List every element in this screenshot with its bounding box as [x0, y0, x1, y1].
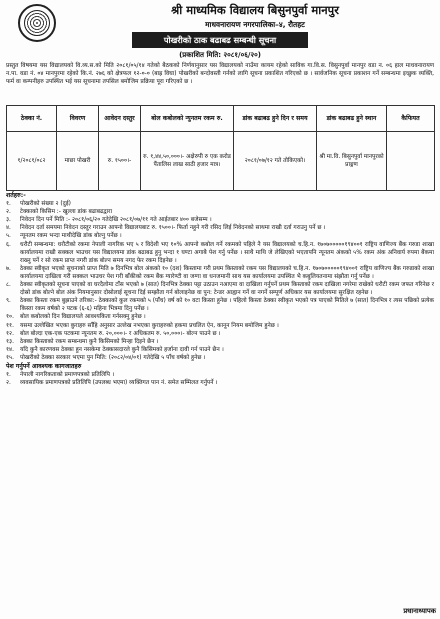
condition-number: ८.: [6, 282, 11, 289]
header-application-fee: आवेदन दस्तुर: [99, 106, 141, 132]
school-seal-icon: [18, 4, 56, 42]
signature-title: प्रधानाध्यापक: [403, 607, 436, 615]
condition-text: ठेक्का किस्ता रकम बुझाउने तरिका:- ठेक्काको कुल रकमको ५ (पाँच) वर्ष को १० वटा किस्ता हुनेछ । पहिलो किस्ता ठेक्का स्वीकृत भएको पत्र पाएको मितिले ७ (सात) दिनभित्र र त्यस पछिको प्रत्येक किस्ता रकम वर्षको २ पटक (६-६) महिना भित्रमा दिनु पर्नेछ ।: [20, 298, 434, 313]
condition-item: [6, 297, 434, 313]
condition-text: निवेदन दर्ता समयमा निवेदन दस्तुर गराउन आफ्नो विद्यालयबाट रु. १५००।- फिर्ता नहुने गरी रसिद लिई निवेदनको साथमा राखी दर्ता गराउनु पर्ने छ ।: [20, 225, 326, 232]
condition-item: [6, 281, 434, 297]
table-row: [7, 132, 435, 191]
header-contract-no: ठेक्का नं.: [7, 106, 57, 132]
condition-text: टेक्काको किसिम :- खुल्ला डांक बढाबढद्वारा: [20, 209, 113, 216]
condition-number: ७.: [6, 265, 11, 272]
document-text: व्यवसायिक प्रमाणपत्रको प्रतिलिपि (उपलब्ध भएमा) व्यक्तिगत पान नं. समेत सम्मिलत गर्नुपर्ने ।: [20, 380, 218, 387]
condition-text: निवेदन दिन पर्ने मिति :- २०८१/०६/२० गतेदेखि २०८१/०७/११ गते आईतबार ४०० बजेसम्म ।: [20, 217, 212, 224]
document-item: [6, 379, 434, 387]
condition-item: [6, 346, 434, 354]
notice-title: पोखरीको ठाक बढाबढ सम्बन्धी सूचना: [132, 32, 308, 48]
condition-text: यदि कुनै कारणवस ठेक्का हुन नसकेमा ठेक्कासदारले कुनै किसिमको हर्जाना दावी गर्न पाउने छैन ।: [20, 346, 224, 353]
condition-text: बोल बोल्दा एक-एक पटकमा न्यूनतम रु. २०,०००।- र अधिकतम रु. ५०,०००।- बोल्न पाउने छ ।: [20, 330, 221, 337]
cell-contract-no: १/२०८१/०८२: [7, 132, 57, 191]
condition-text: धरौटी सम्बन्धमा: धरौटीको रकमा नेपाली नागरिक भए ५ र विदेशी भए १०% आफ्नो कबोल गर्ने रकमको पहिले नै यस विद्यालयको च.हि.न. १७०७०००००१९४००१ राष्ट्रिय वाणिज्य बैंक गरुडा शाखा कार्यालयमा राखी सक्कल भाउचर यस विद्यालयमा डांक बढाबढ हुनु भन्दा १ घण्टा अगाबै पेश गर्नु पर्नेछ । साथै माथि जे लेखिएको भएतापनि न्यूनतम अंकको ५% रकम अंक अनिवार्य रुपमा बैंकमा राख्नु पर्ने र सो रकम प्राप्त नगरी डांक बोल्न समय नगद फेर रकम दिइनेछ ।: [20, 241, 434, 264]
condition-number: २.: [6, 209, 11, 216]
condition-text: बोल कबोलको दिन विद्यालयले आवश्यकिता गर्नसक्नु हुनेछ ।: [20, 314, 146, 321]
condition-item: [6, 224, 434, 232]
condition-number: ९.: [6, 298, 11, 305]
condition-number: ३.: [6, 217, 11, 224]
condition-item: [6, 338, 434, 346]
cell-venue: श्री मा.वि. बिसुनपुर्वा मानपुरको प्राङ्गण: [317, 132, 387, 191]
condition-text: यसमा उल्लेखित भएका कुराहरु साँहि अनुसार उल्लेख नभएका कुराहरुको हकमा प्रचलित ऐन, कानून नियम बमोजिम हुनेछ ।: [20, 322, 279, 329]
cell-application-fee: रु. १५००।-: [99, 132, 141, 191]
conditions-title: शर्तहरु:-: [6, 192, 26, 199]
condition-text: ठेक्का किस्ताको रकम सम्बन्धमा कुनै किसिमको मिन्हा दिइने छैन ।: [20, 338, 159, 345]
table-header-row: [7, 106, 435, 132]
condition-item: [6, 200, 434, 208]
condition-number: १.: [6, 201, 11, 208]
condition-item: [6, 322, 434, 330]
condition-number: ४.: [6, 225, 11, 232]
condition-text: ठेक्का स्वीकृतको सूचना पाएको वा घरदैलोमा टाँस भएको ७ (सात) दिनभित्र ठेक्का पट्टा उठाउन नआएमा वा दाखिला गर्नुपर्ने प्रथम किस्ताको रकम दाखिला नगरेमा राखेको धरौटी रकम जफत गरिनेछ र दोस्रो डांक बोल्ने बोल अंक नियमानुसार दोस्रोलाई सूचना दिई सम्झौता गर्न बोलाइनेछ वा पुन: टेन्डर आह्वान गर्ने वा नगर्ने सम्पूर्ण अधिकार यस कार्यालयमा सुरक्षित रहनेछ ।: [20, 282, 434, 297]
intro-paragraph: प्रस्तुत विषयमा यस विद्यालयको वि.व्य.स.को मिति २०८१/०५/१४ गतेको बैठकको निर्णयानुसार यस विद्यालयको नाउँमा कायम रहेको साविक गा.वि.स. विसुनपुर्वा मानपुर वडा न. ०६ हाल माधवनारायण न.पा. वडा नं. ०४ मानपुरमा रहेको कि.नं. २७६ को क्षेत्रफल १२-०-० (बाह्र विघा) पोखरीको बन्दोवस्ती गर्नको लागि सूचना प्रकाशित गरिएको छ । सार्वजनिक सूचना प्रकाशन गर्ने सम्बन्धमा इच्छुक व्यक्ति, फर्म वा कम्पनीहरु उपस्थित भई यस सूचनामा तपसिल बमोजिम प्रक्रिया पूरा गरिएको छ ।: [6, 63, 434, 85]
header-date-time: डांक बढाबढ हुने दिन र समय: [234, 106, 317, 132]
cell-remarks: [387, 132, 435, 191]
document-text: नेपाली नागरिकताको प्रमाणपत्रको प्रतिलिपि ।: [20, 372, 115, 379]
condition-text: पोखरीको संख्या २ (दुई): [20, 201, 71, 208]
condition-number: १५.: [6, 354, 14, 361]
condition-number: १३.: [6, 338, 14, 345]
contract-table: [6, 105, 435, 191]
condition-number: ११.: [6, 322, 14, 329]
cell-description: माछा पोखरी: [57, 132, 99, 191]
condition-item: [6, 208, 434, 216]
condition-number: १४.: [6, 346, 14, 353]
documents-title: पेश गर्नुपर्ने आवश्यक कागजातहरु: [6, 362, 82, 370]
condition-item: [6, 265, 434, 281]
document-number: १.: [6, 372, 11, 379]
condition-item: [6, 241, 434, 265]
header-description: विवरण: [57, 106, 99, 132]
condition-text: पोखरीको ठेक्का सरकार भएमा पुन मिति: (२०८२/०४/०१) गतेदेखि ५ पाँच वर्षको हुनेछ ।: [20, 354, 206, 361]
condition-text: न्यूनतम रकम भन्दा माथीदेखि डांक बोल्नु पर्नेछ ।: [20, 233, 122, 240]
school-name: श्री माध्यमिक विद्यालय बिसुनपुर्वा मानपुर: [171, 3, 339, 17]
condition-number: १०.: [6, 314, 14, 321]
header-min-amount: बोल कबोलको न्युनतम रकम रु.: [141, 106, 234, 132]
cell-date-time: २०८१/०७/१२ गते तोकिएको।: [234, 132, 317, 191]
condition-number: ५.: [6, 233, 11, 240]
seal-emblem-icon: [24, 10, 50, 36]
condition-item: [6, 330, 434, 338]
document-number: २.: [6, 380, 11, 387]
conditions-section: [6, 192, 434, 387]
condition-item: [6, 354, 434, 362]
cell-min-amount: रु. १,४४,५०,०००।- अक्षेरुपी रु एक करोड पैंतालिस लाख साठी हजार मात्र।: [141, 132, 234, 191]
school-address: माधवनारायण नगरपालिका–४, रौतहट: [205, 20, 305, 29]
publication-date: (प्रकाशित मिति: २०८१/०६/२०): [179, 51, 261, 59]
condition-item: [6, 232, 434, 240]
condition-text: ठेक्का स्वीकृत भएको सूचनाको प्राप्त मिति ७ दिनभित्र बोल अंकको १० (दश) किस्तामा गरी प्रथम किस्ताको रकम यस विद्यालयको च.हि.न. १७०७०००००१९४००१ राष्ट्रिय वाणिज्य बैंक गरुडाको शाखा कार्यालयमा दाखिला गरी सक्कल भाउचर पेश गरी बाँकीको रकम बैंक ग्यारेण्टी वा जग्गा वा धनजमानी साथ यस कार्यालयमा उपस्थित भै कबुलियतनामा संझौता गर्नु पर्नेछ ।: [20, 265, 434, 280]
header-remarks: कैफियत: [387, 106, 435, 132]
condition-number: ६.: [6, 241, 11, 248]
condition-item: [6, 216, 434, 224]
header-venue: डांक बढाबढ हुने स्थान: [317, 106, 387, 132]
condition-item: [6, 313, 434, 321]
condition-number: १२.: [6, 330, 14, 337]
document-item: [6, 371, 434, 379]
